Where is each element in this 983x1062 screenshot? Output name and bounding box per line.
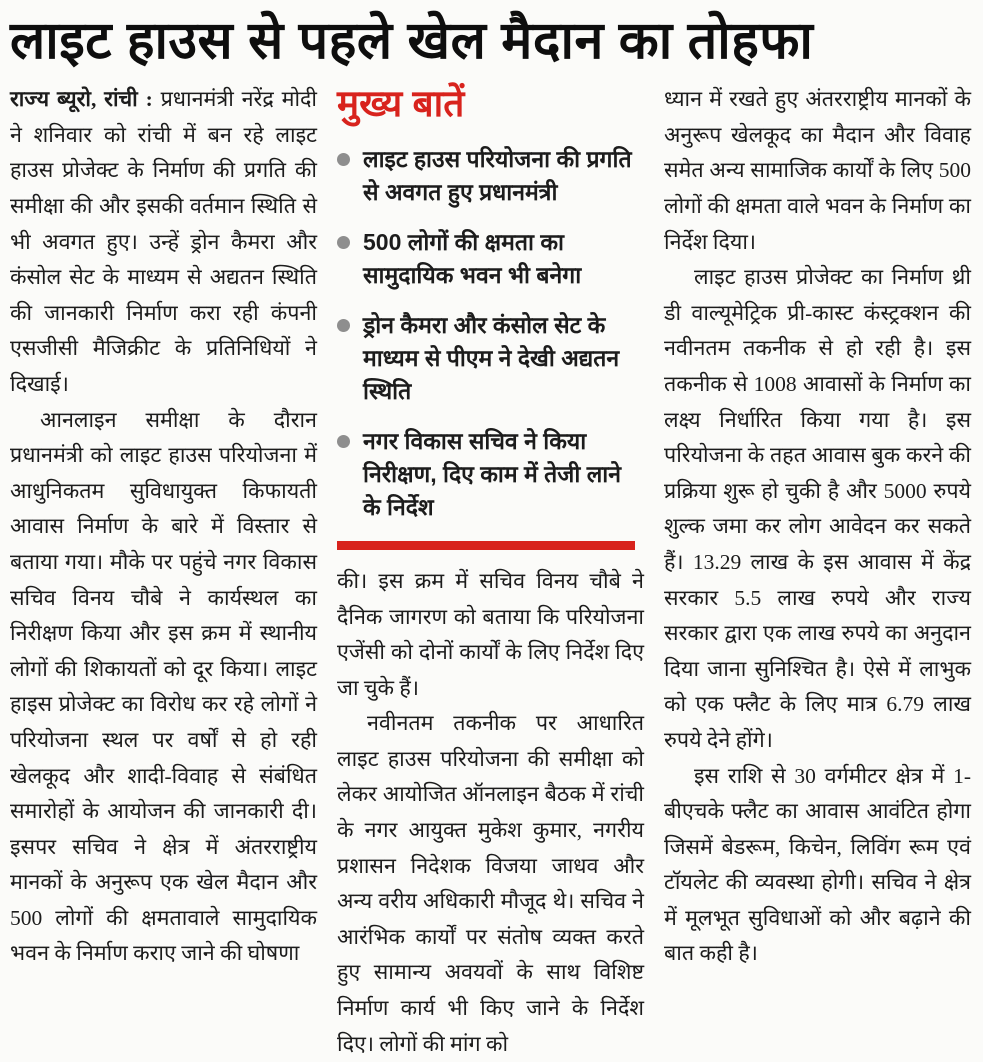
- paragraph-text: प्रधानमंत्री नरेंद्र मोदी ने शनिवार को रांची में बन रहे लाइट हाउस प्रोजेक्ट के निर्माण की प्रगति की समीक्षा की और इसकी वर्तमान स्थिति से भी अवगत हुए। उन्हें ड्रोन कैमरा और कंसोल सेट के माध्यम से अद्यतन स्थिति की जानकारी निर्माण करा रही कंपनी एसजीसी मैजिक्रीट के प्रतिनिधियों ने दिखाई।: [10, 87, 317, 396]
- paragraph-lead: [10, 82, 317, 402]
- column-1: [10, 82, 317, 972]
- highlight-text: 500 लोगों की क्षमता का सामुदायिक भवन भी बनेगा: [363, 228, 582, 288]
- highlight-item: [337, 143, 644, 209]
- bullet-dot-icon: [337, 435, 350, 448]
- highlight-text: लाइट हाउस परियोजना की प्रगति से अवगत हुए प्रधानमंत्री: [363, 145, 632, 205]
- paragraph: की। इस क्रम में सचिव विनय चौबे ने दैनिक जागरण को बताया कि परियोजना एजेंसी को दोनों कार्यों के लिए निर्देश दिए जा चुके हैं।: [337, 568, 644, 700]
- red-divider: [337, 541, 635, 550]
- bullet-dot-icon: [337, 236, 350, 249]
- paragraph: आनलाइन समीक्षा के दौरान प्रधानमंत्री को लाइट हाउस परियोजना में आधुनिकतम सुविधायुक्त किफायती आवास निर्माण के बारे में विस्तार से बताया गया। मौके पर पहुंचे नगर विकास सचिव विनय चौबे ने कार्यस्थल का निरीक्षण किया और इस क्रम में स्थानीय लोगों की शिकायतों को दूर किया। लाइट हाइस प्रोजेक्ट का विरोध कर रहे लोगों ने परियोजना स्थल पर वर्षों से हो रही खेलकूद और शादी-विवाह से संबंधित समारोहों के आयोजन की जानकारी दी। इसपर सचिव ने क्षेत्र में अंतरराष्ट्रीय मानकों के अनुरूप एक खेल मैदान और 500 लोगों की क्षमतावाले सामुदायिक भवन के निर्माण कराए जाने की घोषणा: [10, 407, 317, 966]
- highlight-text: ड्रोन कैमरा और कंसोल सेट के माध्यम से पीएम ने देखी अद्यतन स्थिति: [363, 311, 620, 404]
- column-2: [337, 82, 644, 1062]
- highlight-item: [337, 425, 644, 524]
- headline: लाइट हाउस से पहले खेल मैदान का तोहफा: [10, 12, 814, 70]
- bullet-dot-icon: [337, 153, 350, 166]
- paragraph: नवीनतम तकनीक पर आधारित लाइट हाउस परियोजना की समीक्षा को लेकर आयोजित ऑनलाइन बैठक में रांची के नगर आयुक्त मुकेश कुमार, नगरीय प्रशासन निदेशक विजया जाधव और अन्य वरीय अधिकारी मौजूद थे। सचिव ने आरंभिक कार्यों पर संतोष व्यक्त करते हुए सामान्य अवयवों के साथ विशिष्ट निर्माण कार्य भी किए जाने के निर्देश दिए। लोगों की मांग को: [337, 711, 644, 1056]
- bullet-dot-icon: [337, 319, 350, 332]
- highlights-list: [337, 143, 644, 524]
- paragraph: इस राशि से 30 वर्गमीटर क्षेत्र में 1-बीएचके फ्लैट का आवास आवंटित होगा जिसमें बेडरूम, किचेन, लिविंग रूम एवं टॉयलेट की व्यवस्था होगी। सचिव ने क्षेत्र में मूलभूत सुविधाओं को और बढ़ाने की बात कही है।: [664, 763, 971, 966]
- paragraph: ध्यान में रखते हुए अंतरराष्ट्रीय मानकों के अनुरूप खेलकूद का मैदान और विवाह समेत अन्य सामाजिक कार्यों के लिए 500 लोगों की क्षमता वाले भवन के निर्माण का निर्देश दिया।: [664, 87, 971, 254]
- paragraph: लाइट हाउस प्रोजेक्ट का निर्माण थ्री डी वाल्यूमेट्रिक प्री-कास्ट कंस्ट्रक्शन की नवीनतम तकनीक से हो रही है। इस तकनीक से 1008 आवासों के निर्माण का लक्ष्य निर्धारित किया गया है। इस परियोजना के तहत आवास बुक करने की प्रक्रिया शुरू हो चुकी है और 5000 रुपये शुल्क जमा कर लोग आवेदन कर सकते हैं। 13.29 लाख के इस आवास में केंद्र सरकार 5.5 लाख रुपये और राज्य सरकार द्वारा एक लाख रुपये का अनुदान दिया जाना सुनिश्चित है। ऐसे में लाभुक को एक फ्लैट के लिए मात्र 6.79 लाख रुपये देने होंगे।: [664, 265, 971, 752]
- highlights-box: [337, 84, 644, 550]
- highlights-title: मुख्य बातें: [337, 83, 465, 125]
- article-columns: [10, 82, 971, 1062]
- highlight-text: नगर विकास सचिव ने किया निरीक्षण, दिए काम में तेजी लाने के निर्देश: [363, 427, 622, 520]
- column-3: [664, 82, 971, 972]
- byline-dateline: राज्य ब्यूरो, रांची :: [10, 87, 153, 112]
- highlight-item: [337, 226, 644, 292]
- highlight-item: [337, 309, 644, 408]
